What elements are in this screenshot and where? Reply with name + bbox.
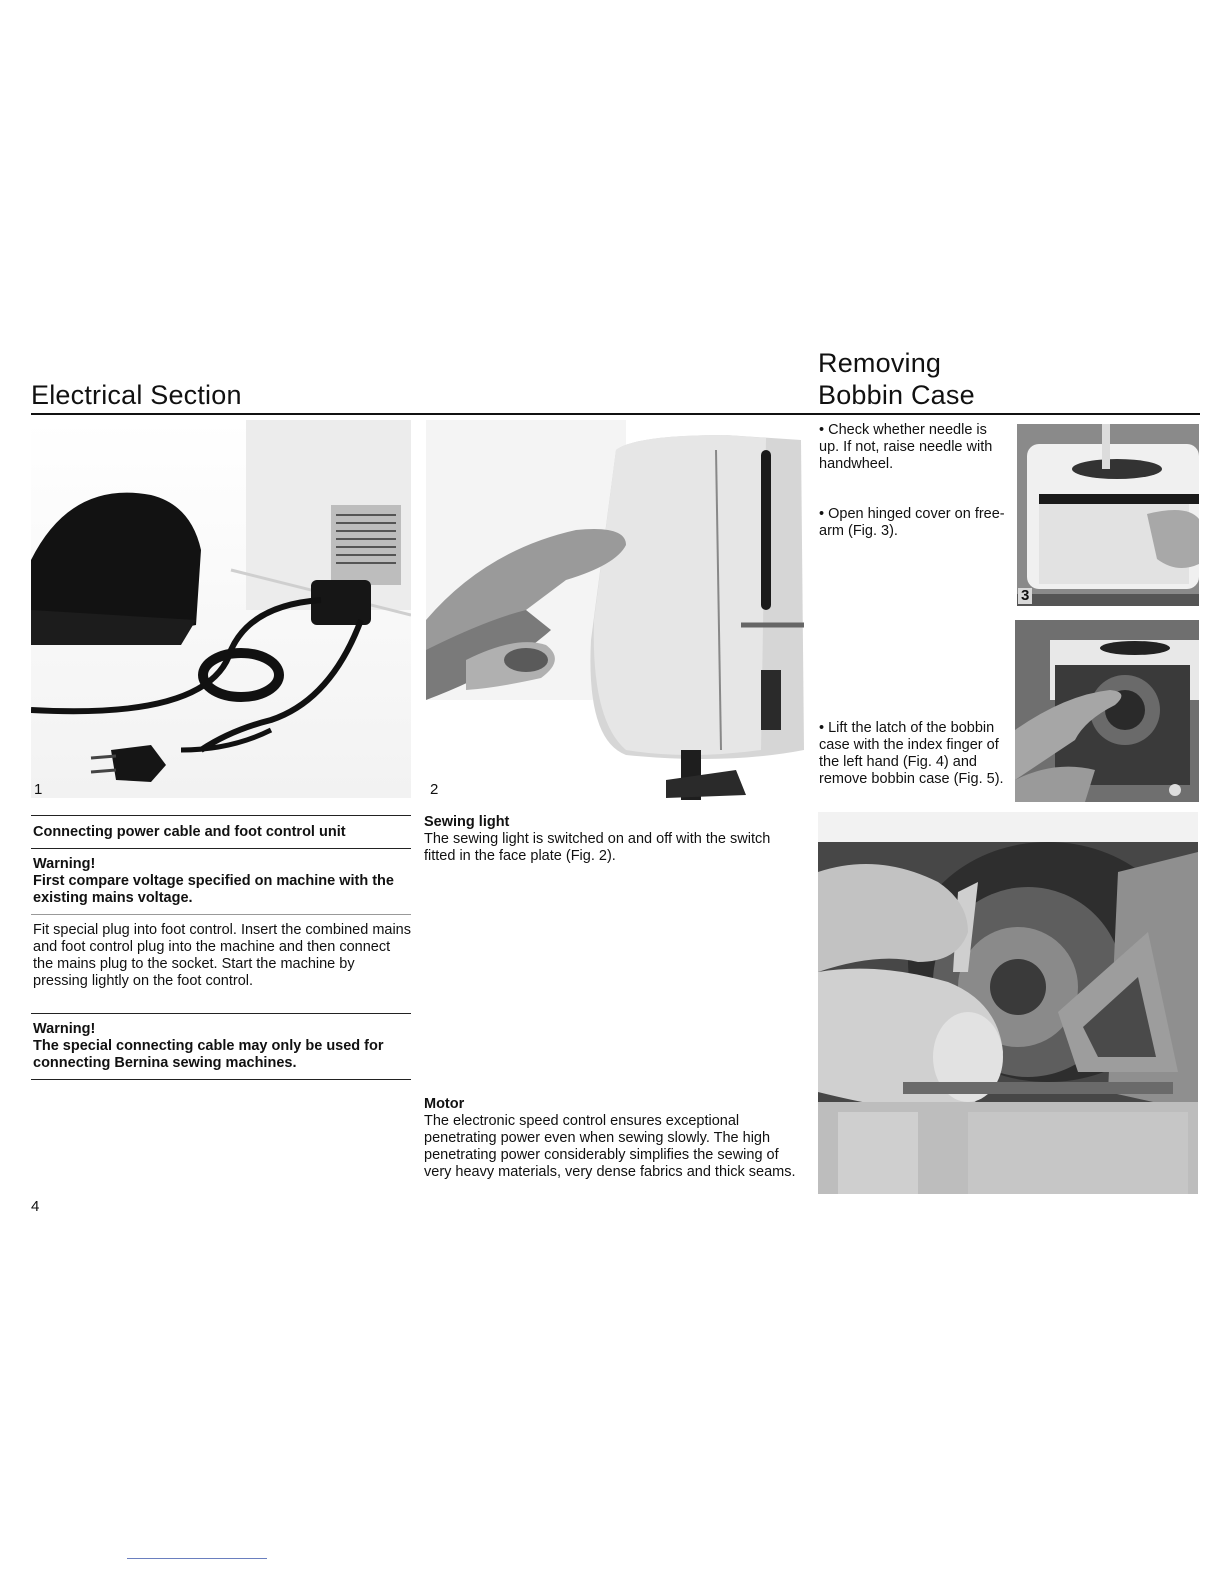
header-rule [31,413,1200,415]
rule-left-2 [31,848,411,849]
sewing-light-text: The sewing light is switched on and off with the switch fitted in the face plate (Fig. 2). [424,831,771,864]
rule-left-4 [31,1013,411,1014]
warning-2-title: Warning! [33,1021,96,1037]
step-open-cover: • Open hinged cover on free-arm (Fig. 3). [819,506,1005,539]
motor-text: The electronic speed control ensures exceptional penetrating power even when sewing slowly. The high penetrating power considerably simplifies the sewing of very heavy materials, very dense fabrics and thick seams. [424,1113,796,1180]
connection-instructions: Fit special plug into foot control. Insert the combined mains and foot control plug into the machine and then connect the mains plug to the socket. Start the machine by pressing lightly on the foot control. [33,922,411,989]
figure-3-number: 3 [1018,588,1032,604]
section-title-removing-bobbin-line2: Bobbin Case [818,380,975,410]
warning-2-text: The special connecting cable may only be used for connecting Bernina sewing machines. [33,1038,384,1071]
figure-5-remove-bobbin-case-photo [818,812,1198,1194]
figure-1-number: 1 [34,781,43,798]
step-check-needle: • Check whether needle is up. If not, raise needle with handwheel. [819,422,993,472]
bottom-link-underline [127,1558,267,1559]
figure-4-lift-latch-photo [1015,620,1199,802]
warning-1-title: Warning! [33,856,96,872]
figure-3-hinged-cover-photo [1017,424,1199,606]
sewing-light-title: Sewing light [424,814,510,830]
section-title-electrical: Electrical Section [31,380,242,410]
rule-left-5 [31,1079,411,1080]
figure-2-number: 2 [430,781,439,798]
page-number: 4 [31,1198,40,1215]
step-lift-latch: • Lift the latch of the bobbin case with the index finger of the left hand (Fig. 4) and remove bobbin case (Fig. 5). [819,720,1004,787]
heading-connecting-power-cable: Connecting power cable and foot control unit [33,824,346,840]
motor-title: Motor [424,1096,465,1112]
section-title-removing-bobbin-line1: Removing [818,348,942,378]
rule-left-1 [31,815,411,816]
rule-left-3 [31,914,411,915]
figure-2-sewing-light-photo [426,420,806,800]
figure-1-foot-control-photo [31,420,411,798]
warning-1-text: First compare voltage specified on machine with the existing mains voltage. [33,873,394,906]
